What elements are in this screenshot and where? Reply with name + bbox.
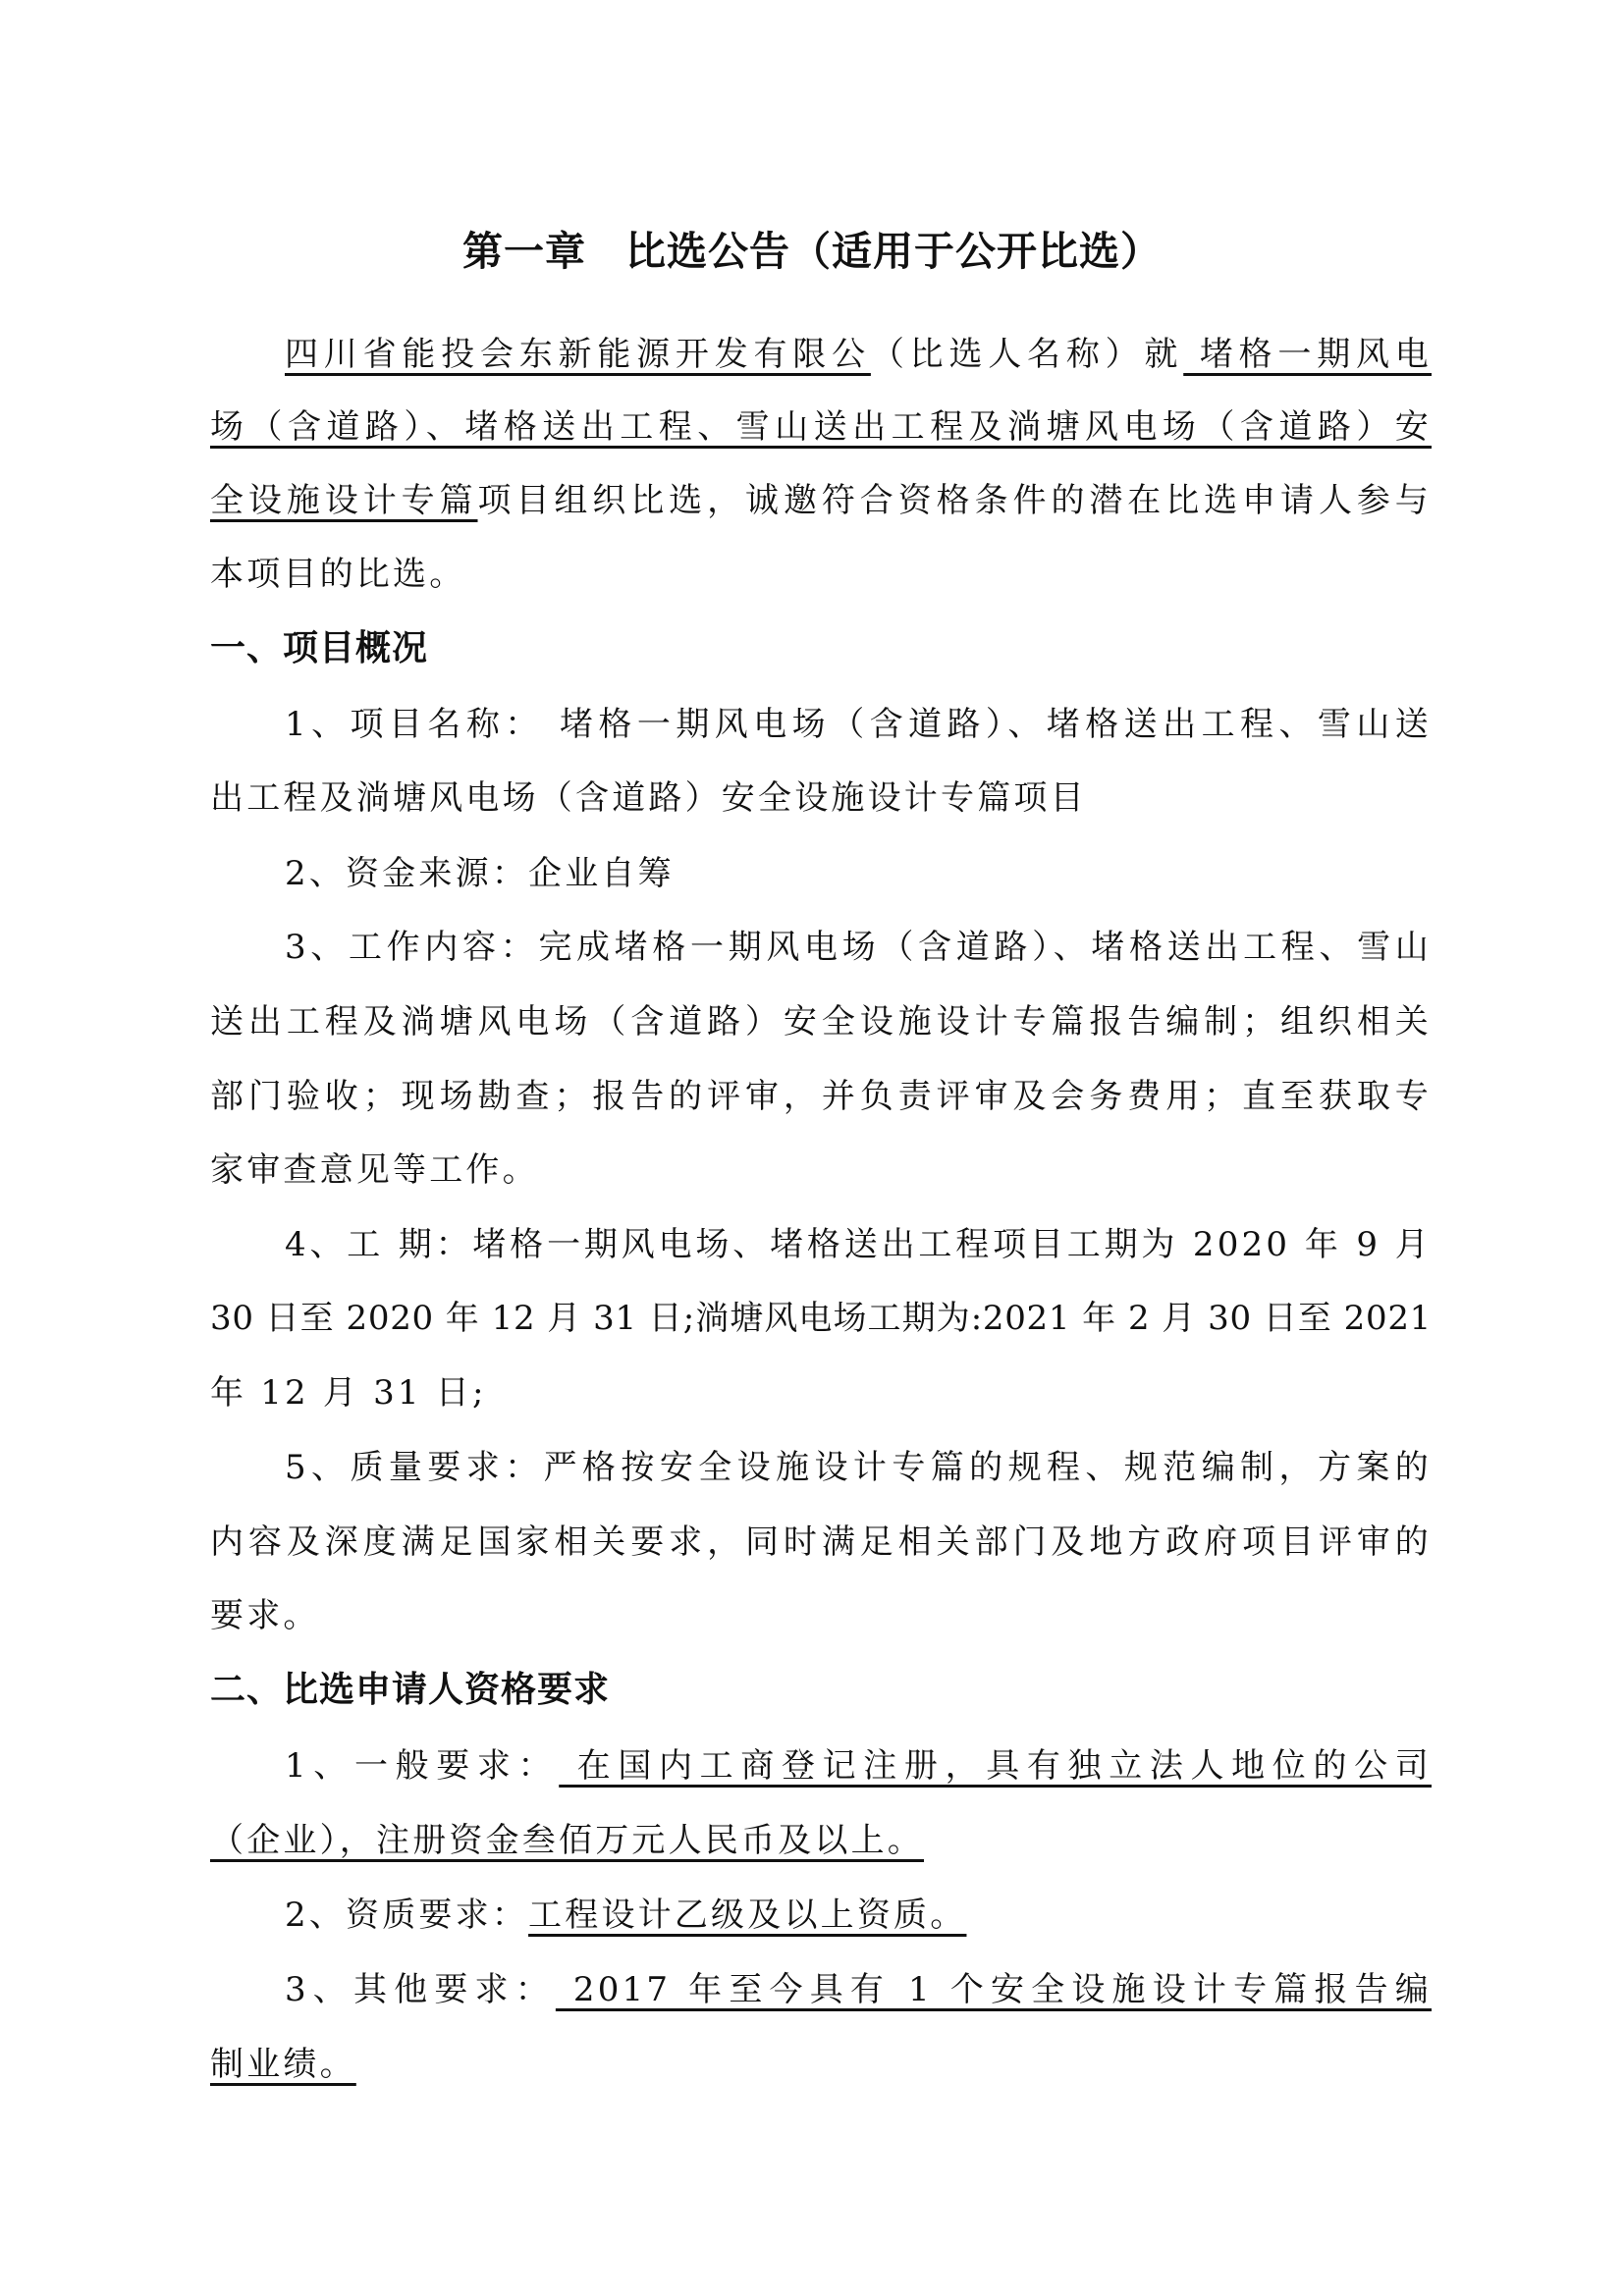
- intro-line-4: 本项目的比选。: [210, 555, 466, 594]
- item-quality-line-1: 5、质量要求：严格按安全设施设计专篇的规程、规范编制，方案的: [285, 1448, 1432, 1487]
- req-general-value: 在国内工商登记注册，具有独立法人地位的公司: [559, 1746, 1432, 1786]
- intro-line-2: 场（含道路）、堵格送出工程、雪山送出工程及淌塘风电场（含道路）安: [210, 407, 1432, 447]
- req-other-value: 2017 年至今具有 1 个安全设施设计专篇报告编: [555, 1970, 1432, 2009]
- intro-line-3: [210, 476, 1432, 525]
- req-other-value-cont: 制业绩。: [210, 2045, 356, 2084]
- section-heading-overview: 一、项目概况: [210, 628, 429, 668]
- req-other-line-2: [210, 2040, 1432, 2089]
- item-work-content-line-3: 部门验收；现场勘查；报告的评审，并负责评审及会务费用；直至获取专: [210, 1077, 1432, 1116]
- item-quality-line-3: 要求。: [210, 1596, 320, 1635]
- chapter-title: 比选公告（适用于公开比选）: [625, 228, 1162, 275]
- chapter-number: 第一章: [462, 228, 586, 275]
- project-name-end: 全设施设计专篇: [210, 481, 478, 520]
- item-quality-line-2: 内容及深度满足国家相关要求，同时满足相关部门及地方政府项目评审的: [210, 1522, 1432, 1562]
- req-general-line-2: [210, 1816, 1432, 1865]
- req-general-line-1: [285, 1741, 1432, 1790]
- item-project-name-line-1: 1、项目名称： 堵格一期风电场（含道路）、堵格送出工程、雪山送: [285, 705, 1432, 744]
- item-schedule-line-1: 4、工 期：堵格一期风电场、堵格送出工程项目工期为 2020 年 9 月: [285, 1225, 1432, 1264]
- req-qualification-value: 工程设计乙级及以上资质。: [528, 1896, 967, 1935]
- bidder-name: 四川省能投会东新能源开发有限公: [285, 335, 871, 374]
- section-heading-qualifications: 二、比选申请人资格要求: [210, 1670, 611, 1710]
- intro-line-1: [285, 330, 1432, 379]
- req-general-value-cont: （企业），注册资金叁佰万元人民币及以上。: [210, 1821, 924, 1860]
- req-qualification: [285, 1891, 1432, 1940]
- req-general-label: 1、一般要求：: [285, 1746, 560, 1786]
- page-title: [0, 222, 1624, 281]
- intro-invitation: 项目组织比选，诚邀符合资格条件的潜在比选申请人参与: [477, 481, 1433, 520]
- bidder-label: （比选人名称）就: [870, 335, 1184, 374]
- item-funding-source: 2、资金来源：企业自筹: [285, 854, 675, 893]
- item-work-content-line-2: 送出工程及淌塘风电场（含道路）安全设施设计专篇报告编制；组织相关: [210, 1002, 1432, 1041]
- item-work-content-line-4: 家审查意见等工作。: [210, 1150, 539, 1190]
- req-qualification-label: 2、资质要求：: [285, 1896, 529, 1935]
- req-other-line-1: [285, 1965, 1432, 2014]
- item-schedule-line-2: 30 日至 2020 年 12 月 31 日;淌塘风电场工期为:2021 年 2 月 30 日至 2021: [210, 1299, 1432, 1338]
- item-project-name-line-2: 出工程及淌塘风电场（含道路）安全设施设计专篇项目: [210, 778, 1087, 818]
- project-name-start: 堵格一期风电: [1183, 335, 1432, 374]
- req-other-label: 3、其他要求：: [285, 1970, 556, 2009]
- item-schedule-line-3: 年 12 月 31 日;: [210, 1373, 487, 1413]
- item-work-content-line-1: 3、工作内容：完成堵格一期风电场（含道路）、堵格送出工程、雪山: [285, 928, 1432, 967]
